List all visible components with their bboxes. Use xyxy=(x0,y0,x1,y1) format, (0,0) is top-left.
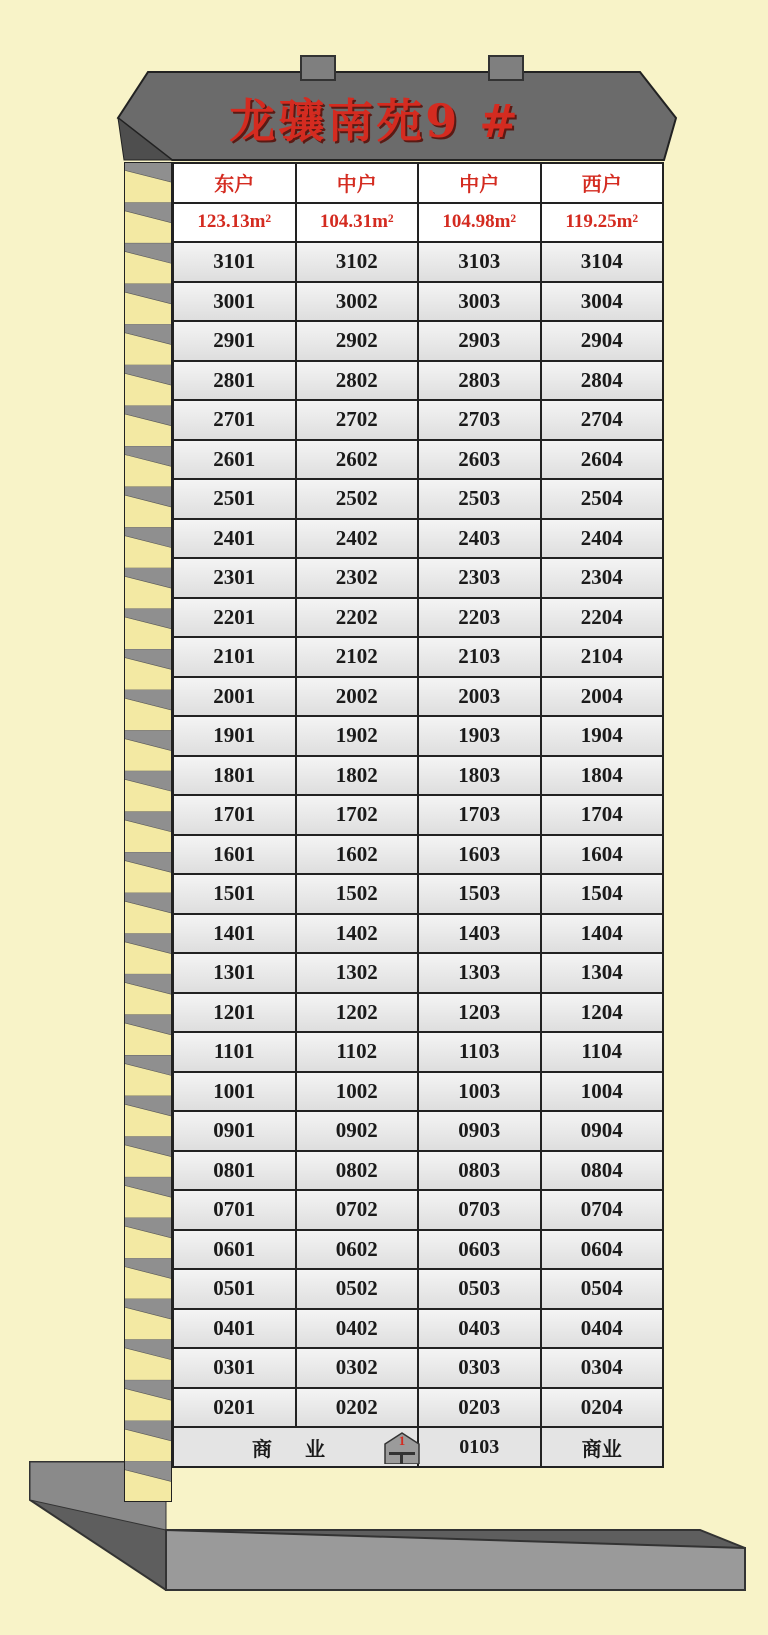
unit-cell: 2902 xyxy=(296,321,419,361)
floor-row xyxy=(173,835,663,875)
unit-cell: 2002 xyxy=(296,677,419,717)
floor-row xyxy=(173,558,663,598)
unit-cell: 2301 xyxy=(173,558,296,598)
column-header: 东户 xyxy=(173,163,296,203)
floor-row xyxy=(173,361,663,401)
floor-row xyxy=(173,953,663,993)
unit-cell: 1503 xyxy=(418,874,541,914)
unit-cell: 1802 xyxy=(296,756,419,796)
unit-cell: 1701 xyxy=(173,795,296,835)
area-row xyxy=(173,203,663,243)
unit-cell: 0904 xyxy=(541,1111,664,1151)
unit-cell: 2504 xyxy=(541,479,664,519)
unit-cell: 0804 xyxy=(541,1151,664,1191)
unit-cell: 1502 xyxy=(296,874,419,914)
unit-cell: 1603 xyxy=(418,835,541,875)
unit-cell: 0204 xyxy=(541,1388,664,1428)
unit-cell: 3102 xyxy=(296,242,419,282)
unit-cell: 0903 xyxy=(418,1111,541,1151)
unit-cell: 1903 xyxy=(418,716,541,756)
floor-row xyxy=(173,716,663,756)
unit-cell: 2202 xyxy=(296,598,419,638)
unit-cell: 1002 xyxy=(296,1072,419,1112)
unit-cell: 0703 xyxy=(418,1190,541,1230)
unit-cell: 2004 xyxy=(541,677,664,717)
unit-cell: 2302 xyxy=(296,558,419,598)
floor-row xyxy=(173,242,663,282)
unit-cell: 0402 xyxy=(296,1309,419,1349)
entrance-door-icon xyxy=(381,1432,423,1464)
side-wall xyxy=(124,162,172,1502)
column-header: 中户 xyxy=(418,163,541,203)
unit-cell: 0404 xyxy=(541,1309,664,1349)
unit-cell: 1402 xyxy=(296,914,419,954)
unit-cell: 0304 xyxy=(541,1348,664,1388)
unit-cell: 1102 xyxy=(296,1032,419,1072)
unit-cell: 2802 xyxy=(296,361,419,401)
unit-cell: 3004 xyxy=(541,282,664,322)
left-shop: 商 业 xyxy=(173,1427,418,1467)
floor-row xyxy=(173,677,663,717)
unit-cell: 0803 xyxy=(418,1151,541,1191)
floor-row xyxy=(173,1348,663,1388)
unit-cell: 2001 xyxy=(173,677,296,717)
unit-cell: 2003 xyxy=(418,677,541,717)
floor-row xyxy=(173,1111,663,1151)
area-cell: 123.13m² xyxy=(173,203,296,243)
unit-cell: 3001 xyxy=(173,282,296,322)
unit-cell: 0202 xyxy=(296,1388,419,1428)
unit-cell: 1804 xyxy=(541,756,664,796)
unit-cell: 2404 xyxy=(541,519,664,559)
unit-cell: 1302 xyxy=(296,953,419,993)
unit-cell: 3002 xyxy=(296,282,419,322)
unit-cell: 0902 xyxy=(296,1111,419,1151)
unit-cell: 0704 xyxy=(541,1190,664,1230)
unit-cell: 2204 xyxy=(541,598,664,638)
right-shop: 商业 xyxy=(541,1427,664,1467)
unit-cell: 0802 xyxy=(296,1151,419,1191)
floor-row xyxy=(173,440,663,480)
unit-cell: 1404 xyxy=(541,914,664,954)
unit-cell: 0602 xyxy=(296,1230,419,1270)
unit-cell: 2502 xyxy=(296,479,419,519)
floor-row xyxy=(173,1032,663,1072)
unit-cell: 2701 xyxy=(173,400,296,440)
unit-cell: 2103 xyxy=(418,637,541,677)
unit-cell: 1403 xyxy=(418,914,541,954)
unit-cell: 0801 xyxy=(173,1151,296,1191)
unit-cell: 0603 xyxy=(418,1230,541,1270)
unit-cell: 3003 xyxy=(418,282,541,322)
unit-cell: 2503 xyxy=(418,479,541,519)
unit-cell: 0503 xyxy=(418,1269,541,1309)
unit-cell: 2201 xyxy=(173,598,296,638)
unit-cell: 2804 xyxy=(541,361,664,401)
unit-cell: 2203 xyxy=(418,598,541,638)
unit-cell: 2703 xyxy=(418,400,541,440)
unit-cell: 0303 xyxy=(418,1348,541,1388)
unit-cell: 1303 xyxy=(418,953,541,993)
ground-unit-cell xyxy=(398,1427,541,1467)
floor-row xyxy=(173,637,663,677)
unit-cell: 1703 xyxy=(418,795,541,835)
unit-cell: 2904 xyxy=(541,321,664,361)
unit-table xyxy=(172,162,664,1468)
floor-row xyxy=(173,282,663,322)
unit-cell: 1601 xyxy=(173,835,296,875)
unit-cell: 2402 xyxy=(296,519,419,559)
unit-cell: 2501 xyxy=(173,479,296,519)
unit-cell: 2601 xyxy=(173,440,296,480)
unit-cell: 2101 xyxy=(173,637,296,677)
unit-cell: 1004 xyxy=(541,1072,664,1112)
floor-row xyxy=(173,1190,663,1230)
unit-cell: 1203 xyxy=(418,993,541,1033)
unit-cell: 3104 xyxy=(541,242,664,282)
unit-cell: 2602 xyxy=(296,440,419,480)
unit-cell: 1103 xyxy=(418,1032,541,1072)
unit-cell: 1202 xyxy=(296,993,419,1033)
floor-row xyxy=(173,1269,663,1309)
unit-cell: 1602 xyxy=(296,835,419,875)
building-title: 龙骧南苑9 # xyxy=(229,94,521,148)
unit-cell: 0401 xyxy=(173,1309,296,1349)
unit-cell: 1704 xyxy=(541,795,664,835)
floor-row xyxy=(173,479,663,519)
unit-cell: 1101 xyxy=(173,1032,296,1072)
floor-row xyxy=(173,1230,663,1270)
unit-cell: 0604 xyxy=(541,1230,664,1270)
unit-cell: 2801 xyxy=(173,361,296,401)
floor-row xyxy=(173,874,663,914)
floor-row xyxy=(173,914,663,954)
floor-row xyxy=(173,795,663,835)
unit-cell: 1204 xyxy=(541,993,664,1033)
unit-cell: 2704 xyxy=(541,400,664,440)
unit-cell: 2304 xyxy=(541,558,664,598)
unit-cell: 2901 xyxy=(173,321,296,361)
unit-cell: 2303 xyxy=(418,558,541,598)
ground-unit: 0103 xyxy=(459,1435,500,1458)
floor-row xyxy=(173,1388,663,1428)
unit-cell: 1003 xyxy=(418,1072,541,1112)
floor-row xyxy=(173,519,663,559)
unit-cell: 0403 xyxy=(418,1309,541,1349)
chimney-left xyxy=(300,55,336,81)
floor-row xyxy=(173,598,663,638)
unit-cell: 1702 xyxy=(296,795,419,835)
unit-cell: 0701 xyxy=(173,1190,296,1230)
floor-row xyxy=(173,1072,663,1112)
ground-floor-row xyxy=(173,1427,663,1467)
unit-cell: 2104 xyxy=(541,637,664,677)
unit-cell: 0302 xyxy=(296,1348,419,1388)
unit-cell: 1201 xyxy=(173,993,296,1033)
unit-cell: 1301 xyxy=(173,953,296,993)
unit-cell: 1401 xyxy=(173,914,296,954)
unit-cell: 2102 xyxy=(296,637,419,677)
unit-cell: 1902 xyxy=(296,716,419,756)
unit-cell: 0301 xyxy=(173,1348,296,1388)
unit-cell: 1904 xyxy=(541,716,664,756)
floor-row xyxy=(173,1309,663,1349)
chimney-right xyxy=(488,55,524,81)
floor-row xyxy=(173,400,663,440)
unit-cell: 2803 xyxy=(418,361,541,401)
unit-cell: 0504 xyxy=(541,1269,664,1309)
unit-cell: 1604 xyxy=(541,835,664,875)
column-header: 中户 xyxy=(296,163,419,203)
floor-row xyxy=(173,1151,663,1191)
unit-cell: 2702 xyxy=(296,400,419,440)
entrance-number: 1 xyxy=(398,1433,406,1448)
unit-cell: 3103 xyxy=(418,242,541,282)
floor-row xyxy=(173,756,663,796)
unit-cell: 1901 xyxy=(173,716,296,756)
header-row xyxy=(173,163,663,203)
unit-cell: 2604 xyxy=(541,440,664,480)
unit-cell: 1001 xyxy=(173,1072,296,1112)
area-cell: 104.31m² xyxy=(296,203,419,243)
unit-cell: 1504 xyxy=(541,874,664,914)
area-cell: 119.25m² xyxy=(541,203,664,243)
unit-cell: 1304 xyxy=(541,953,664,993)
unit-cell: 0702 xyxy=(296,1190,419,1230)
unit-cell: 0501 xyxy=(173,1269,296,1309)
unit-cell: 2401 xyxy=(173,519,296,559)
unit-cell: 1104 xyxy=(541,1032,664,1072)
unit-cell: 0201 xyxy=(173,1388,296,1428)
unit-cell: 1501 xyxy=(173,874,296,914)
unit-cell: 1803 xyxy=(418,756,541,796)
unit-cell: 1801 xyxy=(173,756,296,796)
unit-cell: 3101 xyxy=(173,242,296,282)
unit-cell: 2603 xyxy=(418,440,541,480)
floor-row xyxy=(173,993,663,1033)
unit-cell: 0502 xyxy=(296,1269,419,1309)
unit-cell: 0901 xyxy=(173,1111,296,1151)
unit-cell: 2903 xyxy=(418,321,541,361)
unit-cell: 0601 xyxy=(173,1230,296,1270)
unit-cell: 0203 xyxy=(418,1388,541,1428)
area-cell: 104.98m² xyxy=(418,203,541,243)
floor-row xyxy=(173,321,663,361)
floor-rows xyxy=(173,242,663,1427)
unit-cell: 2403 xyxy=(418,519,541,559)
column-header: 西户 xyxy=(541,163,664,203)
